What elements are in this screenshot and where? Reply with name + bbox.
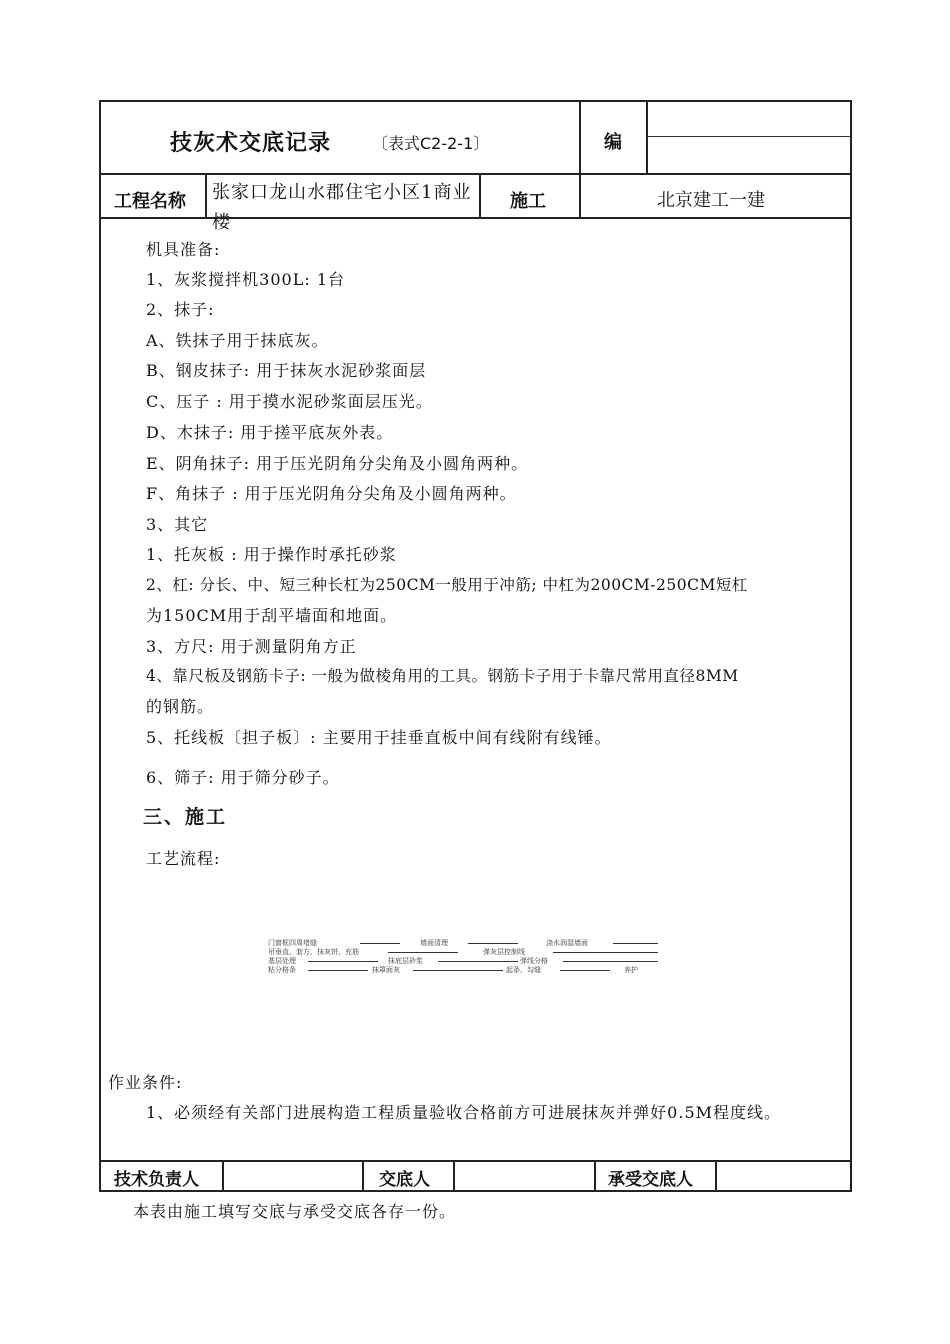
construction-label: 施工 [510, 191, 546, 212]
flow-step: 弹线分格 [520, 957, 548, 965]
flow-step: 吊垂直、套方、抹灰饼、充筋 [268, 948, 359, 956]
flow-step: 浇水润湿墙面 [546, 939, 588, 947]
divider [647, 136, 851, 137]
conditions-label: 作业条件: [108, 1073, 183, 1092]
tech-lead-label: 技术负责人 [114, 1170, 199, 1190]
number-label: 编 [604, 132, 622, 153]
form-code: 〔表式C2-2-1〕 [372, 134, 490, 153]
content-line: E、阴角抹子: 用于压光阴角分尖角及小圆角两种。 [146, 454, 529, 473]
content-line: 为150CM用于刮平墙面和地面。 [146, 606, 398, 625]
content-line: 3、方尺: 用于测量阴角方正 [146, 637, 357, 656]
flow-step: 起条、勾缝 [506, 966, 541, 974]
conditions-text: 1、必须经有关部门进展构造工程质量验收合格前方可进展抹灰并弹好0.5M程度线。 [146, 1103, 782, 1122]
construction-value: 北京建工一建 [657, 190, 765, 211]
receiver-label: 承受交底人 [608, 1170, 693, 1190]
divider [594, 1161, 596, 1192]
divider [205, 174, 207, 218]
process-label: 工艺流程: [146, 849, 221, 868]
process-flow-diagram [268, 938, 663, 974]
section-title: 三、施工 [143, 806, 228, 828]
form-title: 技灰术交底记录 [170, 131, 332, 156]
flow-step: 弹灰层控制线 [483, 948, 525, 956]
divider [579, 100, 581, 218]
content-line: C、压子 : 用于摸水泥砂浆面层压光。 [146, 392, 433, 411]
flow-step: 粘分格条 [268, 966, 296, 974]
flow-step: 墙面清理 [420, 939, 448, 947]
flow-step: 基层处理 [268, 957, 296, 965]
flow-step: 抹罩面灰 [372, 966, 400, 974]
divider [453, 1161, 455, 1192]
divider [715, 1161, 717, 1192]
content-line: 4、靠尺板及钢筋卡子: 一般为做棱角用的工具。钢筋卡子用于卡靠尺常用直径8MM [146, 667, 739, 685]
project-name-label: 工程名称 [114, 191, 186, 212]
handover-person-label: 交底人 [379, 1170, 430, 1190]
content-line: 1、托灰板 : 用于操作时承托砂浆 [146, 545, 397, 564]
content-line: F、角抹子 : 用于压光阴角分尖角及小圆角两种。 [146, 484, 517, 503]
content-line: A、铁抹子用于抹底灰。 [146, 331, 329, 350]
content-line: 2、抹子: [146, 300, 215, 319]
divider [99, 173, 852, 175]
content-line: 3、其它 [146, 515, 209, 534]
footer-note: 本表由施工填写交底与承受交底各存一份。 [133, 1202, 457, 1221]
divider [479, 174, 481, 218]
content-line: D、木抹子: 用于搓平底灰外表。 [146, 423, 394, 442]
divider [646, 100, 648, 174]
project-name-value: 张家口龙山水郡住宅小区1商业楼 [212, 182, 472, 233]
content-line: 6、筛子: 用于筛分砂子。 [146, 768, 340, 787]
flow-step: 抹底层砂浆 [388, 957, 423, 965]
content-line: B、钢皮抹子: 用于抹灰水泥砂浆面层 [146, 361, 427, 380]
content-line: 机具准备: [146, 240, 221, 259]
divider [99, 1160, 852, 1162]
flow-step: 养护 [624, 966, 638, 974]
content-line: 1、灰浆搅拌机300L: 1台 [146, 270, 346, 289]
content-line: 2、杠: 分长、中、短三种长杠为250CM一般用于冲筋; 中杠为200CM-250CM短杠 [146, 576, 748, 594]
flow-step: 门窗框四周堵缝 [268, 939, 317, 947]
divider [222, 1161, 224, 1192]
content-line: 5、托线板〔担子板〕: 主要用于挂垂直板中间有线附有线锤。 [146, 728, 612, 747]
divider [362, 1161, 364, 1192]
content-line: 的钢筋。 [146, 697, 215, 716]
